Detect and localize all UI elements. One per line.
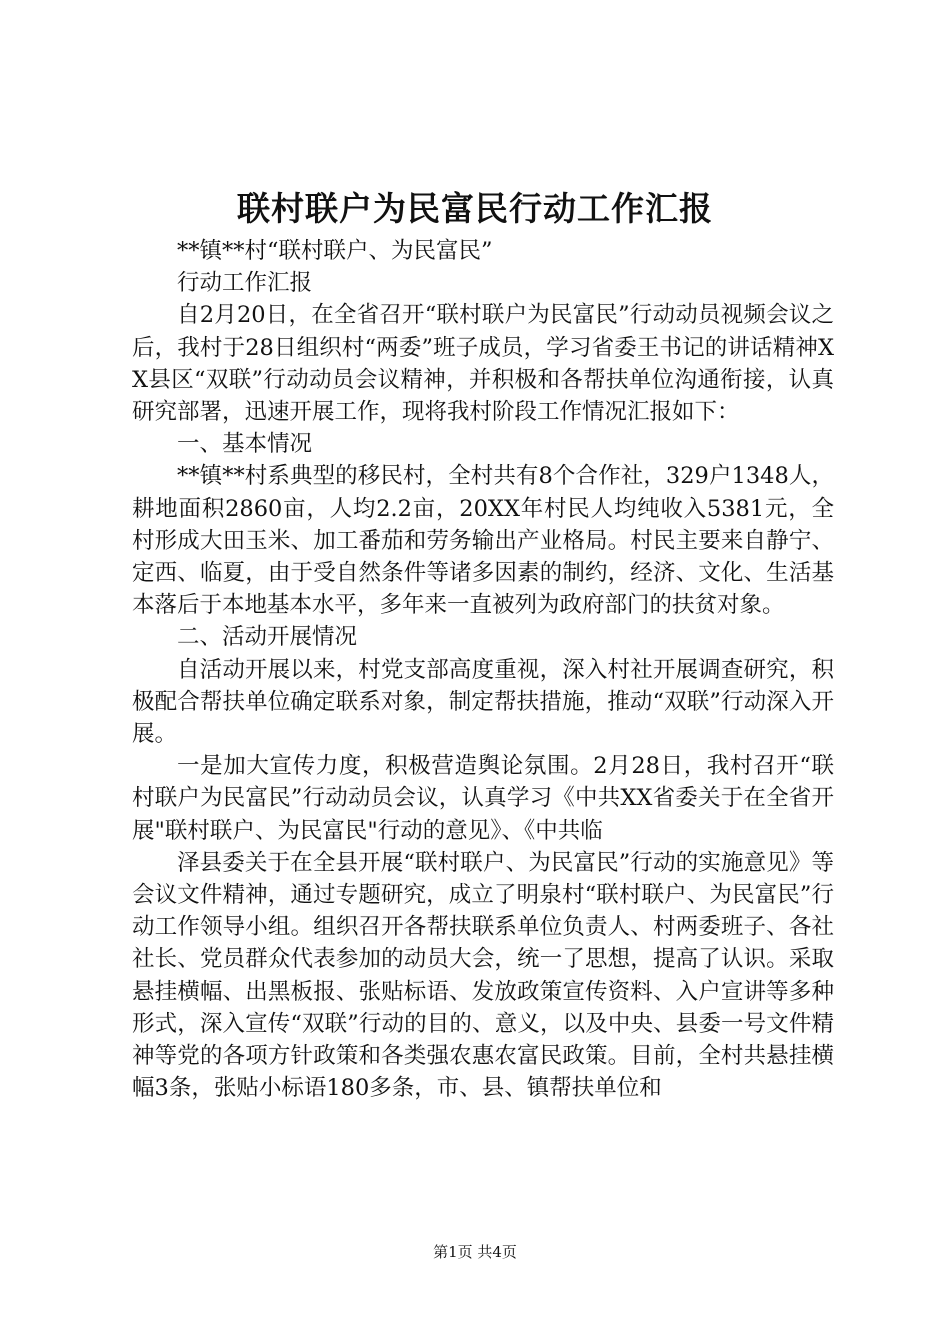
section-heading-activities: 二、活动开展情况 <box>177 624 358 651</box>
paragraph-basic-info: **镇**村系典型的移民村，全村共有8个合作社，329户1348人，耕地面积2860亩，人均2.2亩，20XX年村民人均纯收入5381元，全村形成大田玉米、加工番茄和劳务输出产业格局。村民主要来自静宁、定西、临夏，由于受自然条件等诸多因素的制约，经济、文化、生活基本落后于本地基本水平，多年来一直被列为政府部门的扶贫对象。 <box>132 463 834 619</box>
paragraph-activities: 自活动开展以来，村党支部高度重视，深入村社开展调查研究，积极配合帮扶单位确定联系对象，制定帮扶措施，推动“双联”行动深入开展。 <box>132 656 834 748</box>
paragraph-heading-line-2: 行动工作汇报 <box>177 270 313 297</box>
paragraph-publicity-2: 泽县委关于在全县开展“联村联户、为民富民”行动的实施意见》等会议文件精神，通过专题研究，成立了明泉村“联村联户、为民富民”行动工作领导小组。组织召开各帮扶联系单位负责人、村两委班子、各社社长、党员群众代表参加的动员大会，统一了思想，提高了认识。采取悬挂横幅、出黑板报、张贴标语、发放政策宣传资料、入户宣讲等多种形式，深入宣传“双联”行动的目的、意义，以及中央、县委一号文件精神等党的各项方针政策和各类强农惠农富民政策。目前，全村共悬挂横幅3条，张贴小标语180多条，市、县、镇帮扶单位和 <box>132 849 834 1102</box>
paragraph-heading-line-1: **镇**村“联村联户、为民富民” <box>177 238 493 264</box>
section-heading-basic-info: 一、基本情况 <box>177 431 313 458</box>
document-title: 联村联户为民富民行动工作汇报 <box>237 189 713 228</box>
document-body <box>132 235 834 1104</box>
paragraph-publicity-1: 一是加大宣传力度，积极营造舆论氛围。2月28日，我村召开“联村联户为民富民”行动动员会议，认真学习《中共XX省委关于在全省开展"联村联户、为民富民"行动的意见》、《中共临 <box>132 753 834 844</box>
paragraph-intro: 自2月20日，在全省召开“联村联户为民富民”行动动员视频会议之后，我村于28日组织村“两委”班子成员，学习省委王书记的讲话精神XX县区“双联”行动动员会议精神，并积极和各帮扶单位沟通衔接，认真研究部署，迅速开展工作，现将我村阶段工作情况汇报如下： <box>132 302 834 426</box>
page-footer: 第1页 共4页 <box>433 1243 517 1261</box>
